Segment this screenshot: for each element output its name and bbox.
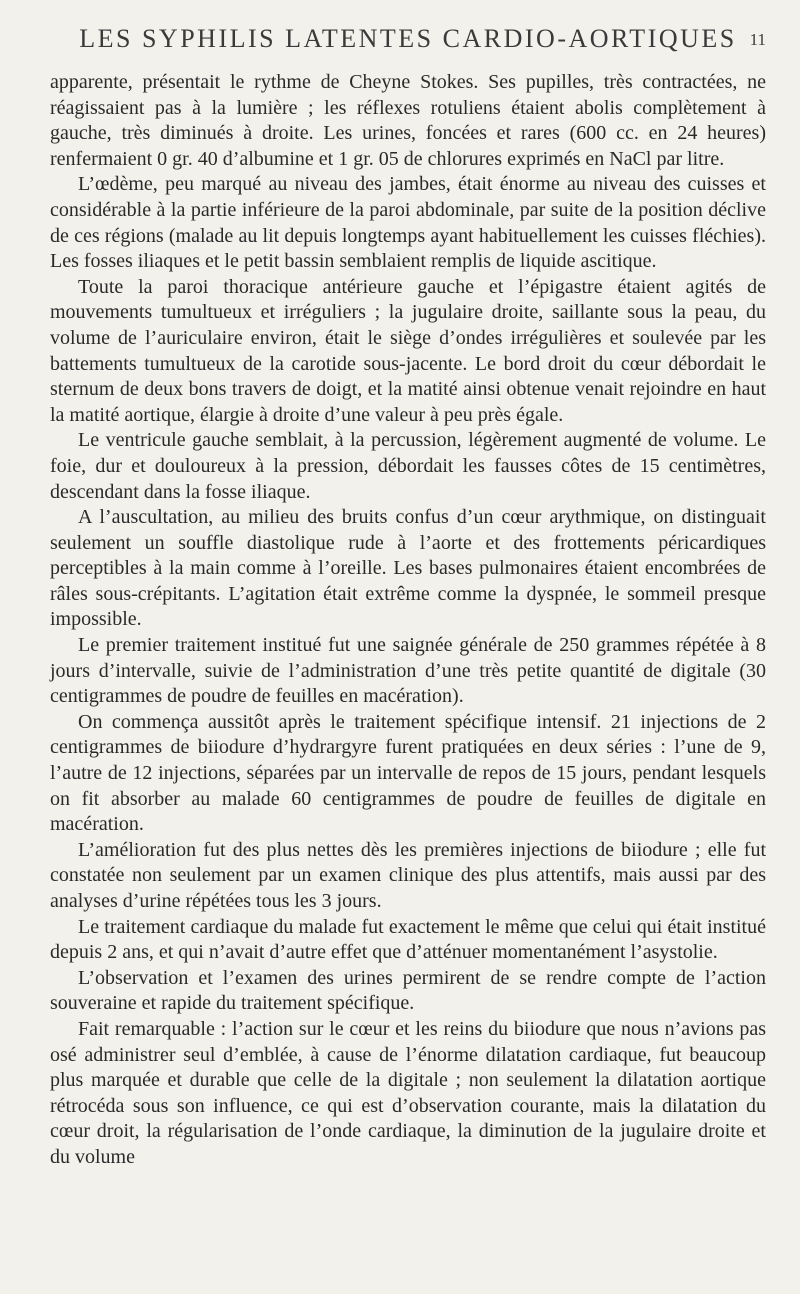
paragraph: L’œdème, peu marqué au niveau des jambes, était énorme au niveau des cuisses et considérable à la partie inférieure de la paroi abdominale, par suite de la position déclive de ces régions (malade au lit depuis longtemps ayant habituellement les cuisses fléchies). Les fosses iliaques et le petit bassin semblaient remplis de liquide ascitique. [50,173,766,273]
paragraph: Fait remarquable : l’action sur le cœur et les reins du biiodure que nous n’avions pas osé administrer seul d’emblée, à cause de l’énorme dilatation cardiaque, fut beaucoup plus marquée et durable que celle de la digitale ; non seulement la dilatation aortique rétrocéda sous son influence, ce qui est d’observation courante, mais la dilatation du cœur droit, la régularisation de l’onde cardiaque, la diminution de la jugulaire droite et du volume [50,1017,766,1168]
paragraph: Le premier traitement institué fut une saignée générale de 250 grammes répétée à 8 jours d’intervalle, suivie de l’administration d’une très petite quantité de digitale (30 centigrammes de poudre de feuilles en macération). [50,634,766,708]
paragraph: Le ventricule gauche semblait, à la percussion, légèrement augmenté de volume. Le foie, dur et douloureux à la pression, débordait les fausses côtes de 15 centimètres, descendant dans la fosse iliaque. [50,429,766,503]
paragraph: Toute la paroi thoracique antérieure gauche et l’épigastre étaient agités de mouvements tumultueux et irréguliers ; la jugulaire droite, saillante sous la peau, du volume de l’auriculaire environ, était le siège d’ondes irrégulières et soulevée par les battements tumultueux de la carotide sous-jacente. Le bord droit du cœur débordait le sternum de deux bons travers de doigt, et la matité ainsi obtenue venait rejoindre en haut la matité aortique, élargie à droite d’une valeur à peu près égale. [50,275,766,426]
paragraph: A l’auscultation, au milieu des bruits confus d’un cœur arythmique, on distinguait seulement un souffle diastolique rude à l’aorte et des frottements péricardiques perceptibles à la main comme à l’oreille. Les bases pulmonaires étaient encombrées de râles sous-crépitants. L’agitation était extrême comme la dyspnée, le sommeil presque impossible. [50,506,766,631]
paragraph: L’observation et l’examen des urines permirent de se rendre compte de l’action souveraine et rapide du traitement spécifique. [50,966,766,1015]
body-text [50,70,766,1171]
paragraph: On commença aussitôt après le traitement spécifique intensif. 21 injections de 2 centigrammes de biiodure d’hydrargyre furent pratiquées en deux séries : l’une de 9, l’autre de 12 injections, séparées par un intervalle de repos de 15 jours, pendant lesquels on fit absorber au malade 60 centigrammes de poudre de feuilles de digitale en macération. [50,710,766,836]
running-title: LES SYPHILIS LATENTES CARDIO-AORTIQUES [79,24,737,53]
paragraph: Le traitement cardiaque du malade fut exactement le même que celui qui était institué depuis 2 ans, et qui n’avait d’autre effet que d’atténuer momentanément l’asystolie. [50,915,766,964]
book-page [50,0,766,1294]
running-head [50,0,766,62]
page-number: 11 [749,30,766,49]
paragraph: L’amélioration fut des plus nettes dès les premières injections de biiodure ; elle fut constatée non seulement par un examen clinique des plus attentifs, mais aussi par des analyses d’urine répétées tous les 3 jours. [50,838,766,912]
paragraph: apparente, présentait le rythme de Cheyne Stokes. Ses pupilles, très contractées, ne réagissaient pas à la lumière ; les réflexes rotuliens étaient abolis complètement à gauche, très diminués à droite. Les urines, foncées et rares (600 cc. en 24 heures) renfermaient 0 gr. 40 d’albumine et 1 gr. 05 de chlorures exprimés en NaCl par litre. [50,71,766,170]
